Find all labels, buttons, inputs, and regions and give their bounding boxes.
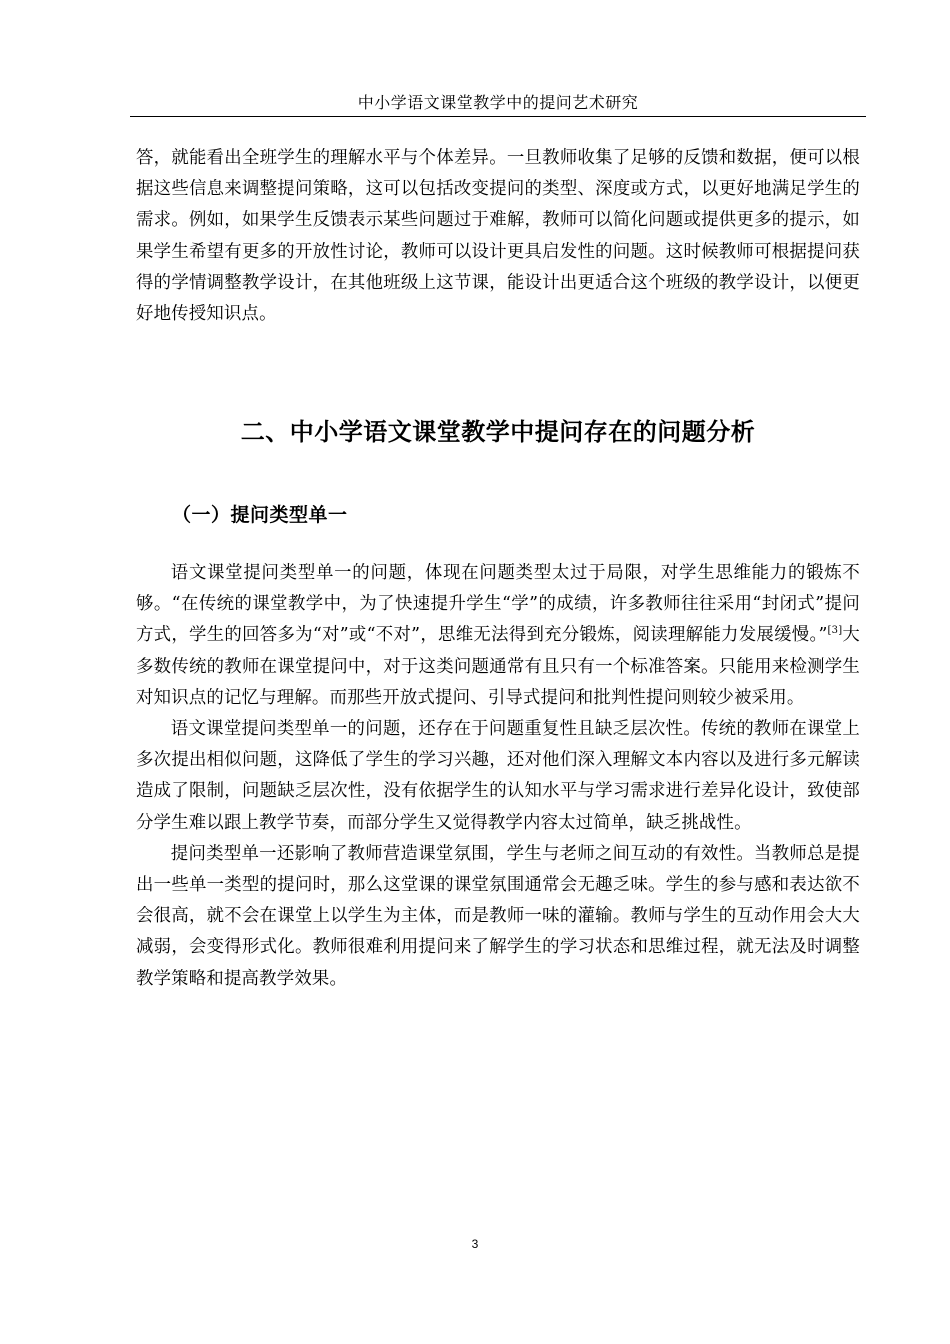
section-title: 二、中小学语文课堂教学中提问存在的问题分析	[240, 418, 756, 446]
citation-marker: [3]	[827, 625, 843, 637]
paragraph-1-after-citation: 大多数传统的教师在课堂提问中，对于这类问题通常有且只有一个标准答案。只能用来检测学生对知识点的记忆与理解。而那些开放式提问、引导式提问和批判性提问则较少被采用。	[136, 625, 860, 708]
running-header-title: 中小学语文课堂教学中的提问艺术研究	[357, 93, 639, 112]
running-header	[130, 92, 866, 117]
page-number: 3	[471, 1237, 479, 1251]
continuation-block	[136, 143, 860, 330]
continuation-paragraph: 答，就能看出全班学生的理解水平与个体差异。一旦教师收集了足够的反馈和数据，便可以根据这些信息来调整提问策略，这可以包括改变提问的类型、深度或方式，以更好地满足学生的需求。例如，如果学生反馈表示某些问题过于难解，教师可以简化问题或提供更多的提示，如果学生希望有更多的开放性讨论，教师可以设计更具启发性的问题。这时候教师可根据提问获得的学情调整教学设计，在其他班级上这节课，能设计出更适合这个班级的教学设计，以便更好地传授知识点。	[136, 148, 860, 325]
subsection-title: （一）提问类型单一	[172, 504, 348, 526]
paragraph-1	[136, 558, 860, 714]
paragraph-2: 语文课堂提问类型单一的问题，还存在于问题重复性且缺乏层次性。传统的教师在课堂上多次提出相似问题，这降低了学生的学习兴趣，还对他们深入理解文本内容以及进行多元解读造成了限制，问题缺乏层次性，没有依据学生的认知水平与学习需求进行差异化设计，致使部分学生难以跟上教学节奏，而部分学生又觉得教学内容太过简单，缺乏挑战性。	[136, 719, 860, 833]
section-body	[136, 558, 860, 995]
paragraph-3: 提问类型单一还影响了教师营造课堂氛围，学生与老师之间互动的有效性。当教师总是提出一些单一类型的提问时，那么这堂课的课堂氛围通常会无趣乏味。学生的参与感和表达欲不会很高，就不会在课堂上以学生为主体，而是教师一味的灌输。教师与学生的互动作用会大大减弱，会变得形式化。教师很难利用提问来了解学生的学习状态和思维过程，就无法及时调整教学策略和提高教学效果。	[136, 843, 860, 989]
paragraph-1-before-citation: 语文课堂提问类型单一的问题，体现在问题类型太过于局限，对学生思维能力的锻炼不够。“在传统的课堂教学中，为了快速提升学生“学”的成绩，许多教师往往采用“封闭式”提问方式，学生的回答多为“对”或“不对”，思维无法得到充分锻炼，阅读理解能力发展缓慢。”	[136, 563, 860, 646]
